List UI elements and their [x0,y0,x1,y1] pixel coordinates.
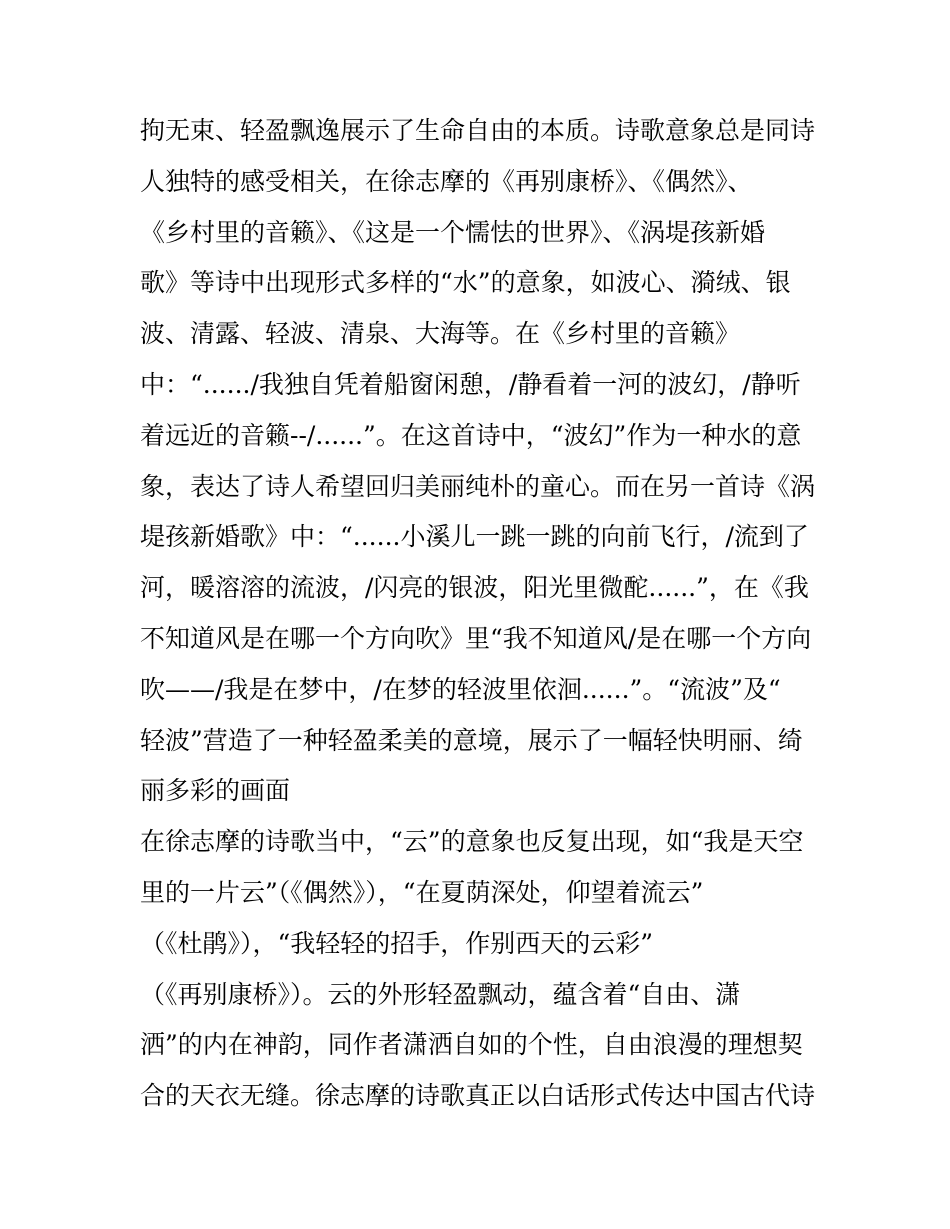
text-line: 合的天衣无缝。徐志摩的诗歌真正以白话形式传达中国古代诗 [140,1081,816,1111]
text-line: 不知道风是在哪一个方向吹》里“我不知道风/是在哪一个方向 [140,623,812,653]
text-line: 吹——/我是在梦中，/在梦的轻波里依洄......”。“流波”及“ [140,674,781,704]
text-line: 里的一片云”（《偶然》），“在夏荫深处，仰望着流云” [140,877,704,907]
text-line: 波、清露、轻波、清泉、大海等。在《乡村里的音籁》 [140,319,741,349]
text-line: 《乡村里的音籁》、《这是一个懦怯的世界》、《涡堤孩新婚 [140,217,766,247]
text-line: 丽多彩的画面 [140,776,291,806]
text-line: 中：“....../我独自凭着船窗闲憩，/静看着一河的波幻，/静听 [140,369,801,399]
text-line: 轻波”营造了一种轻盈柔美的意境，展示了一幅轻快明丽、绮 [140,725,803,755]
text-line: （《再别康桥》）。云的外形轻盈飘动，蕴含着“自由、潇 [140,979,741,1009]
text-line: 洒”的内在神韵，同作者潇洒自如的个性，自由浪漫的理想契 [140,1030,803,1060]
text-line: 河，暖溶溶的流波，/闪亮的银波，阳光里微酡......”，在《我 [140,573,809,603]
text-line: 着远近的音籁--/......”。在这首诗中，“波幻”作为一种水的意 [140,420,802,450]
text-line: 拘无束、轻盈飘逸展示了生命自由的本质。诗歌意象总是同诗 [140,116,816,145]
text-line: 堤孩新婚歌》中：“......小溪儿一跳一跳的向前飞行，/流到了 [140,522,809,552]
text-line: 人独特的感受相关，在徐志摩的《再别康桥》、《偶然》、 [140,166,753,196]
document-text-body [140,106,830,1122]
text-line: 象，表达了诗人希望回归美丽纯朴的童心。而在另一首诗《涡 [140,471,816,501]
text-line: （《杜鹃》），“我轻轻的招手，作别西天的云彩” [140,928,654,958]
text-line: 歌》等诗中出现形式多样的“水”的意象，如波心、漪绒、银 [140,268,791,298]
text-line: 在徐志摩的诗歌当中，“云”的意象也反复出现，如“我是天空 [140,827,804,857]
